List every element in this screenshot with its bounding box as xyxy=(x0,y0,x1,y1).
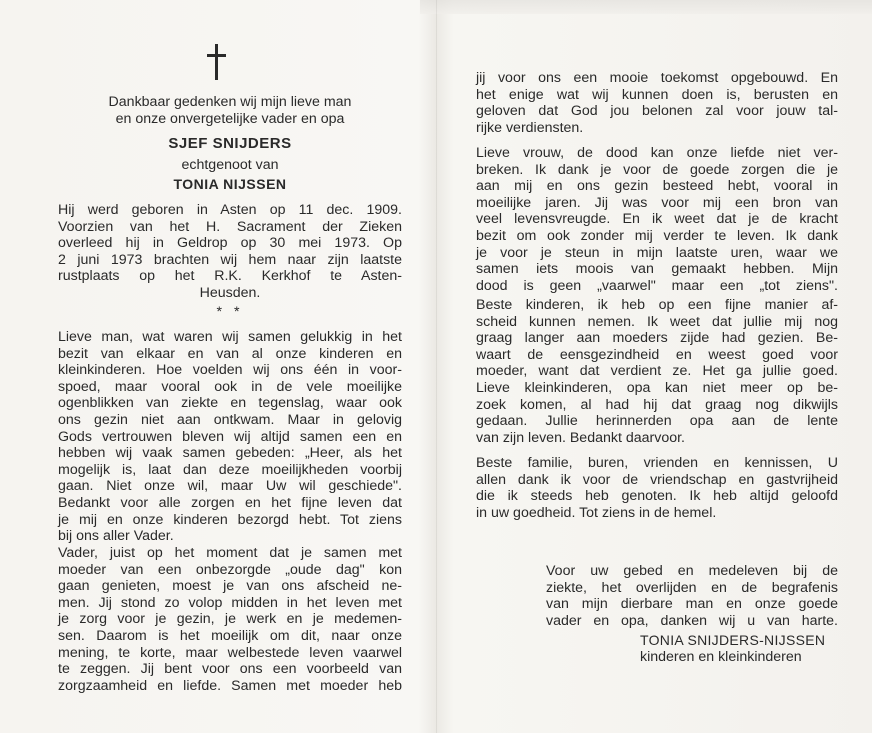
text-line: zorgzaamheid en liefde. Samen met moeder heb xyxy=(58,677,402,694)
text-line: van mijn dierbare man en onze goede xyxy=(546,596,838,613)
text-line: die ik steeds heb genoten. Ik heb altijd geloofd xyxy=(476,488,838,505)
text-line: moeder, want dat verdient ze. Het ga jullie goed. xyxy=(476,363,838,380)
text-line: je zorg voor je gezin, je werk en je medemen- xyxy=(58,611,402,628)
paragraph-family xyxy=(476,455,838,521)
text-line: geloven dat God jou belonen zal voor jouw tal- xyxy=(476,103,838,120)
text-line: Lieve kleinkinderen, opa kan niet meer op be- xyxy=(476,379,838,396)
intro-line: Dankbaar gedenken wij mijn lieve man xyxy=(108,94,352,110)
text-line: gaan. Niet onze wil, maar Uw wil geschiede". xyxy=(58,478,402,495)
text-line: sen. Daarom is het moeilijk om dit, naar onze xyxy=(58,627,402,644)
bio-line: 2 juni 1973 brachten wij hem naar zijn laatste xyxy=(58,251,402,268)
text-line: bezit om ook zonder mij verder te leven. Ik dank xyxy=(476,227,838,244)
text-line: jij voor ons een mooie toekomst opgebouwd. En xyxy=(476,70,838,86)
thanks-note xyxy=(546,563,838,629)
text-line: van zijn leven. Bedankt daarvoor. xyxy=(476,429,686,446)
text-line: rijke verdiensten. xyxy=(476,119,584,136)
text-line: moeder van een onbezorgde „oude dag" kon xyxy=(58,561,402,578)
signature: TONIA SNIJDERS-NIJSSEN xyxy=(640,632,826,648)
text-line: waart de eensgezindheid en weest goed voor xyxy=(476,346,838,363)
text-line: ons gezin niet aan ontkwam. Maar in gelovig xyxy=(58,411,402,428)
fold-crease xyxy=(436,0,437,733)
text-line: gedaan. Jullie herinnerden opa aan de lente xyxy=(476,413,838,430)
torn-edge xyxy=(420,0,872,14)
paragraph-children xyxy=(476,297,838,446)
text-line: ziekte, het overlijden en de begrafenis xyxy=(546,579,838,596)
text-line: gaan genieten, moest je van ons afscheid ne- xyxy=(58,578,402,595)
intro-text xyxy=(58,94,402,127)
text-line: moeilijke jaren. Jij was voor mij een bron van xyxy=(476,194,838,211)
paragraph-husband xyxy=(58,329,402,545)
bio-line: Voorzien van het H. Sacrament der Zieken xyxy=(58,218,402,235)
biography xyxy=(58,202,402,302)
text-line: samen iets moois van gemaakt hebben. Mijn xyxy=(476,261,838,278)
paragraph-future xyxy=(476,70,838,136)
text-line: veel levensvreugde. En ik weet dat je de kracht xyxy=(476,211,838,228)
text-line: in uw goedheid. Tot ziens in de hemel. xyxy=(476,504,717,521)
text-line: Gods vertrouwen bleven wij altijd samen een en xyxy=(58,428,402,445)
text-line: zoek komen, al had hij dat graag nog dikwijls xyxy=(476,396,838,413)
text-line: je voor je steun in mijn laatste uren, waar we xyxy=(476,244,838,261)
spouse-label: echtgenoot van xyxy=(181,157,279,173)
text-line: vader en opa, danken wij u van harte. xyxy=(546,612,838,629)
text-line: aan mij en ons gezin besteed hebt, vooral in xyxy=(476,178,838,195)
text-line: breken. Ik dank je voor de goede zorgen die je xyxy=(476,161,838,178)
text-line: mening, te korte, maar welbestede leven vaarwel xyxy=(58,644,402,661)
signature-subtitle: kinderen en kleinkinderen xyxy=(640,649,802,665)
separator: * * xyxy=(216,304,244,320)
text-line: spoed, maar vooral ook in de vele moeilijke xyxy=(58,378,402,395)
bio-line: Hij werd geboren in Asten op 11 dec. 1909. xyxy=(58,202,402,218)
text-line: graag langer aan moeders zijde had gezien. Be- xyxy=(476,330,838,347)
text-line: Beste familie, buren, vrienden en kennissen, U xyxy=(476,455,838,471)
text-line: mogelijk is, laat dan deze moeilijkheden voorbij xyxy=(58,461,402,478)
text-line: je mij en onze kinderen bezorgd hebt. Tot ziens xyxy=(58,511,402,528)
spouse-name: TONIA NIJSSEN xyxy=(173,176,287,192)
text-line: Bedankt voor alle zorgen en het fijne leven dat xyxy=(58,494,402,511)
text-line: kleinkinderen. Hoe voelden wij ons één in voor- xyxy=(58,362,402,379)
paragraph-father xyxy=(58,545,402,694)
text-line: bij ons aller Vader. xyxy=(58,528,174,545)
text-line: hebben wij vaak samen gebeden: „Heer, als het xyxy=(58,445,402,462)
text-line: te zeggen. Jij bent voor ons een voorbeeld van xyxy=(58,661,402,678)
intro-line: en onze onvergetelijke vader en opa xyxy=(115,110,345,127)
text-line: het enige wat wij kunnen doen is, berusten en xyxy=(476,86,838,103)
deceased-name: SJEF SNIJDERS xyxy=(168,135,292,152)
bio-line: rustplaats op het R.K. Kerkhof te Asten- xyxy=(58,268,402,285)
text-line: Voor uw gebed en medeleven bij de xyxy=(546,563,838,579)
paragraph-wife xyxy=(476,145,838,294)
text-line: dood is geen „vaarwel" maar een „tot ziens". xyxy=(476,277,838,294)
text-line: Lieve man, wat waren wij samen gelukkig in het xyxy=(58,329,402,345)
text-line: allen dank ik voor de vriendschap en gastvrijheid xyxy=(476,471,838,488)
bio-line: Heusden. xyxy=(199,284,261,301)
cross-icon xyxy=(206,44,228,80)
text-line: Beste kinderen, ik heb op een fijne manier af- xyxy=(476,297,838,313)
text-line: bezit van elkaar en van al onze kinderen en xyxy=(58,345,402,362)
text-line: Lieve vrouw, de dood kan onze liefde niet ver- xyxy=(476,145,838,161)
text-line: Vader, juist op het moment dat je samen met xyxy=(58,545,402,561)
bio-line: overleed hij in Geldrop op 30 mei 1973. Op xyxy=(58,235,402,252)
text-line: scheid kunnen nemen. Ik weet dat jullie mij nog xyxy=(476,313,838,330)
text-line: men. Jij stond zo volop midden in het leven met xyxy=(58,594,402,611)
text-line: ogenblikken van ziekte en tegenslag, waar ook xyxy=(58,395,402,412)
